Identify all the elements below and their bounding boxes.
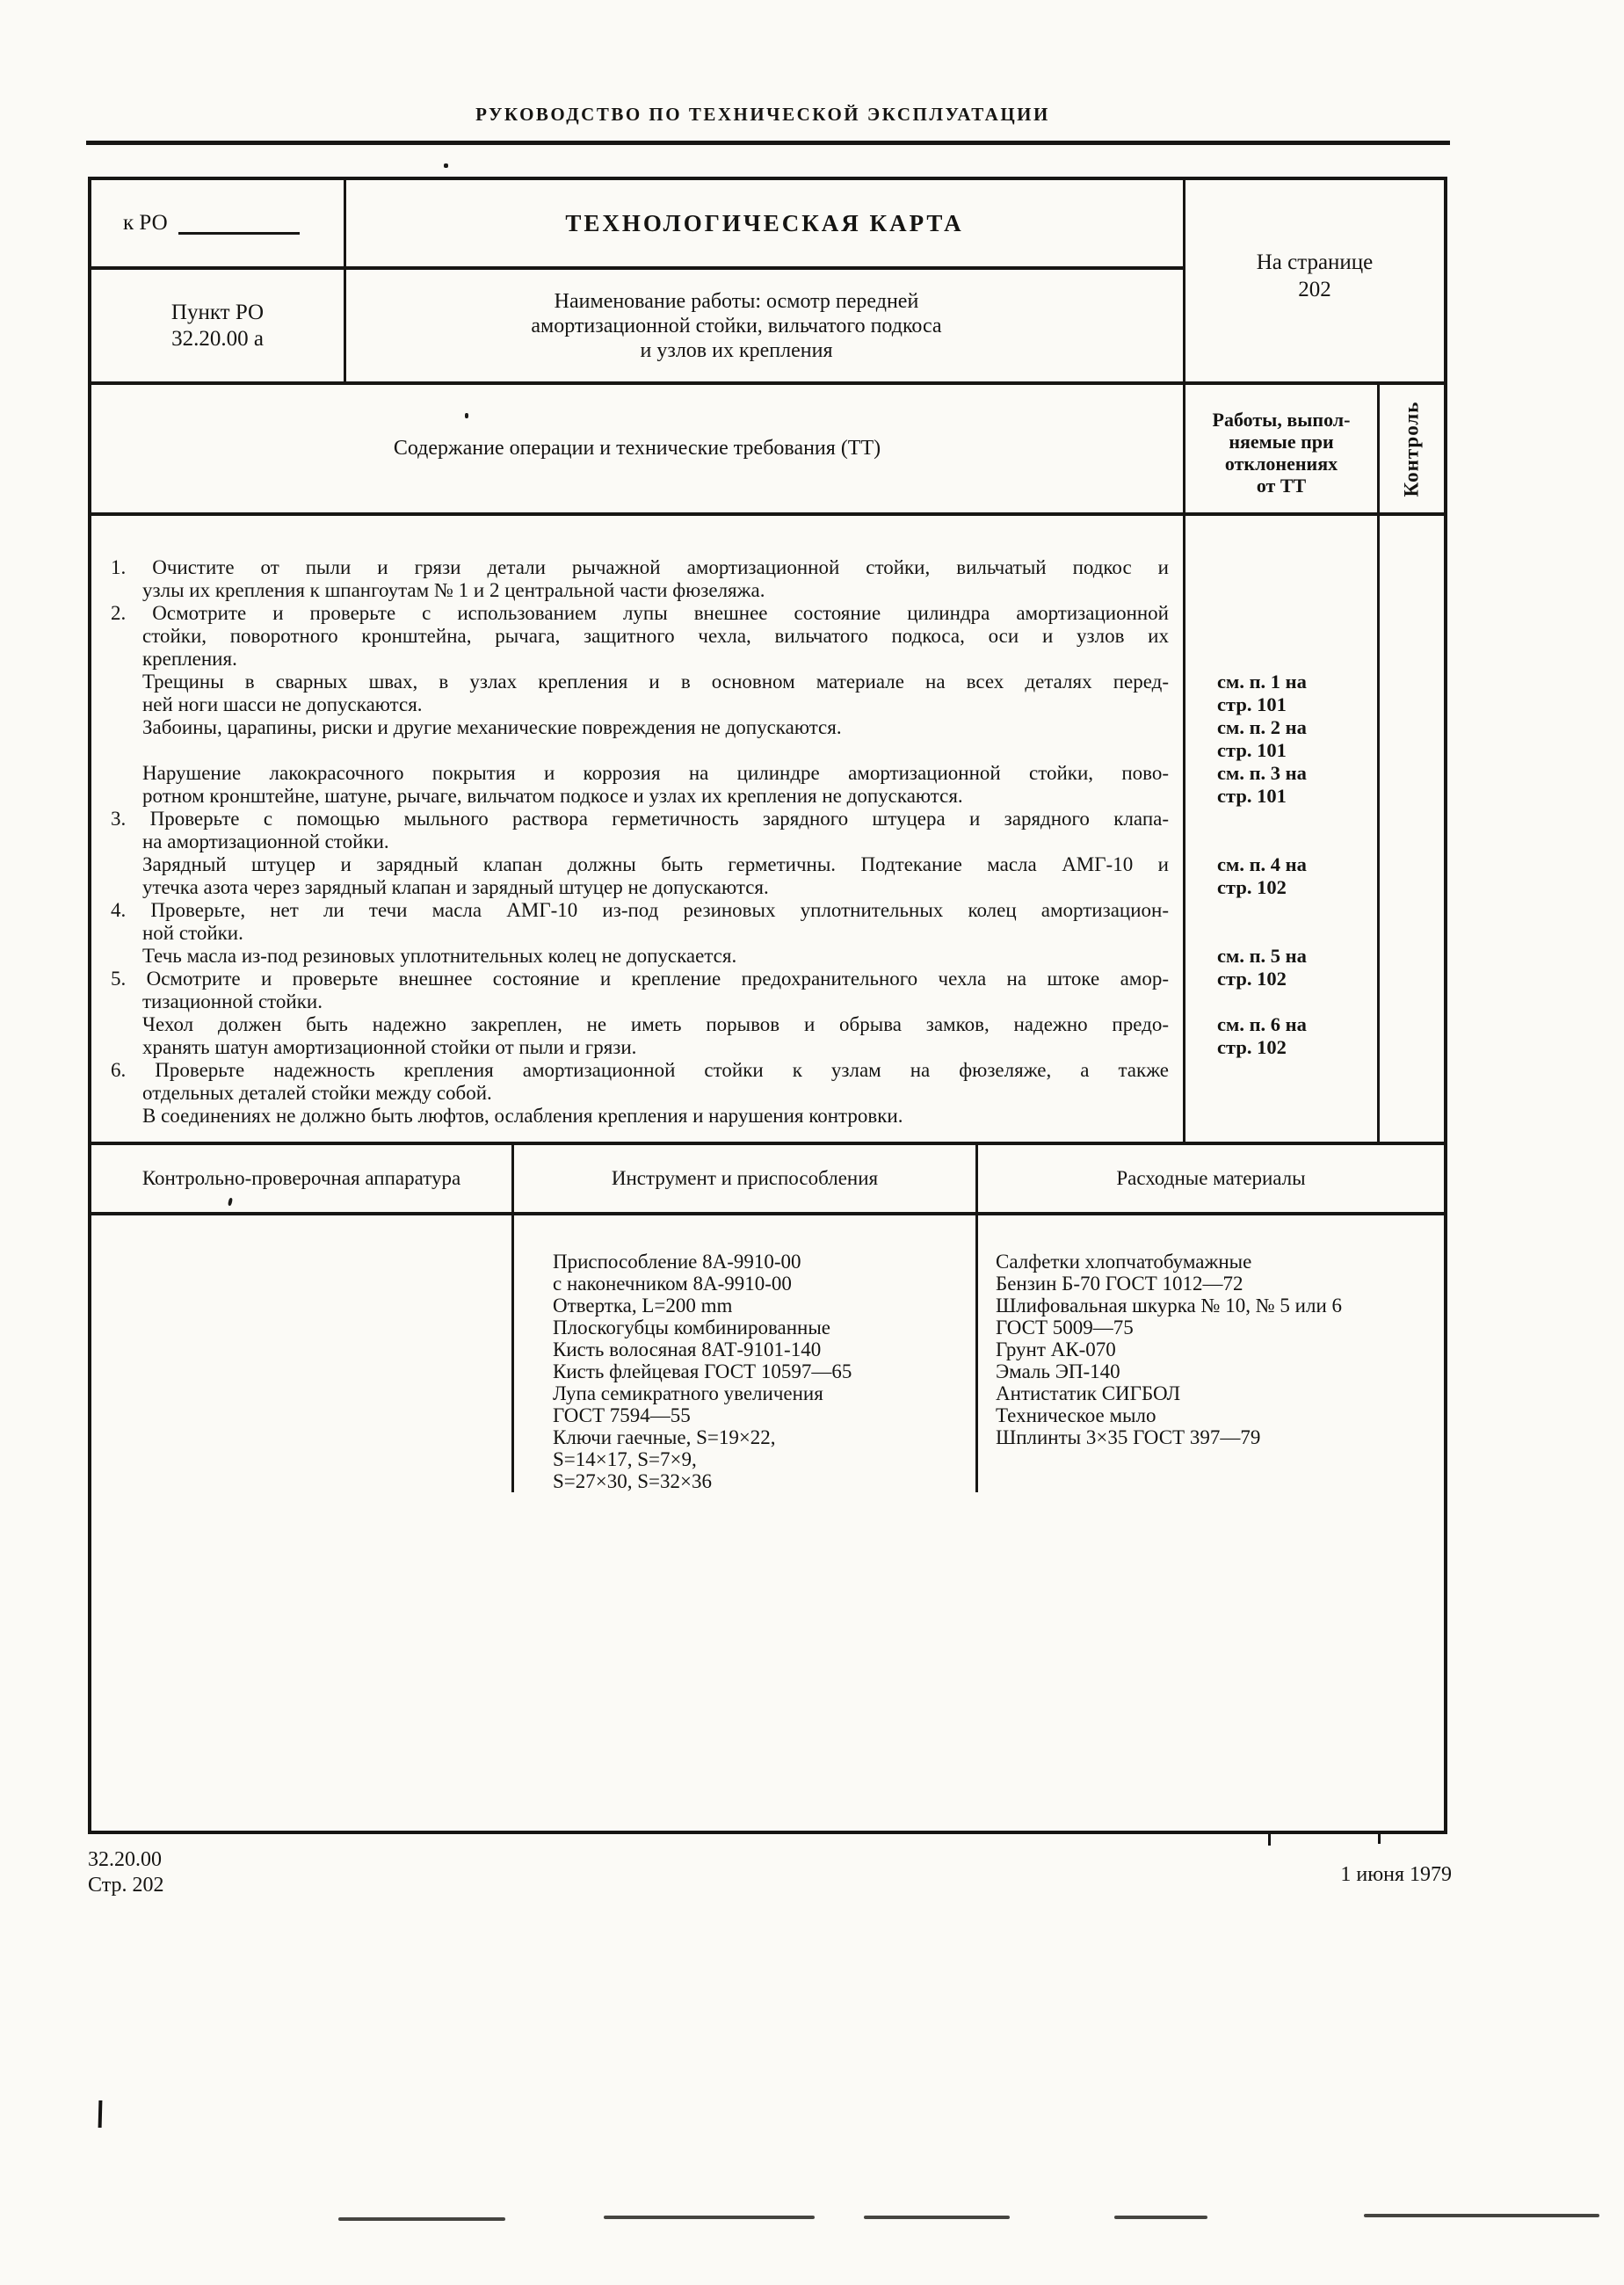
operation-line: Нарушение лакокрасочного покрытия и коррозия на цилиндре амортизационной стойки, пово- [142,762,1169,784]
control-empty-cell [1380,516,1444,1142]
column-header-row [91,385,1444,516]
scan-smudge [338,2217,505,2221]
deviations-header-line: от ТТ [1256,474,1307,497]
deviation-ref-line: см. п. 2 на [1217,716,1307,738]
deviation-ref-line: см. п. 3 на [1217,762,1307,784]
operation-line: узлы их крепления к шпангоутам № 1 и 2 центральной части фюзеляжа. [142,579,765,601]
operation-line: утечка азота через зарядный клапан и зарядный штуцер не допускаются. [142,876,769,898]
tech-card-table [88,177,1447,1834]
work-name-line: Наименование работы: осмотр передней [554,289,919,313]
operation-line: 5. Осмотрите и проверьте внешнее состояние и крепление предохранительного чехла на штоке амор- [111,968,1169,990]
material-item: Шплинты 3×35 ГОСТ 397—79 [996,1426,1261,1448]
operations-row [91,516,1444,1145]
deviation-ref-line: стр. 102 [1217,876,1287,898]
tools-header: Инструмент и приспособления [611,1167,879,1189]
test-equipment-cell [91,1215,514,1492]
tool-item: S=27×30, S=32×36 [553,1470,712,1492]
tool-item: ГОСТ 7594—55 [553,1404,691,1426]
operation-line: 3. Проверьте с помощью мыльного раствора герметичность зарядного штуцера и зарядного клапа- [111,808,1169,830]
deviation-ref-line: см. п. 4 на [1217,853,1307,875]
content-header-cell [91,385,1185,512]
scan-smudge [1114,2216,1207,2219]
tool-item: с наконечником 8А-9910-00 [553,1273,792,1295]
material-item: Грунт АК-070 [996,1338,1116,1360]
running-head: РУКОВОДСТВО ПО ТЕХНИЧЕСКОЙ ЭКСПЛУАТАЦИИ [475,104,1050,125]
control-header-vertical: Контроль [1400,401,1423,497]
deviation-ref [1217,853,1307,899]
deviation-ref-line: стр. 101 [1217,785,1287,807]
operations-cell [91,516,1185,1142]
operation-line: на амортизационной стойки. [142,831,389,852]
deviations-header-cell [1185,385,1380,512]
card-heading-bottom [91,270,1183,381]
tool-item: Кисть флейцевая ГОСТ 10597—65 [553,1360,852,1382]
deviations-header-line: Работы, выпол- [1212,408,1351,431]
tool-item: Приспособление 8А-9910-00 [553,1251,801,1273]
footer-page-label: Стр. 202 [88,1874,164,1897]
deviation-ref-line: стр. 102 [1217,1036,1287,1058]
operation-line: Трещины в сварных швах, в узлах крепления и в основном материале на всех деталях перед- [142,671,1169,693]
deviation-ref-line: стр. 101 [1217,739,1287,761]
operation-line: 2. Осмотрите и проверьте с использованием лупы внешнее состояние цилиндра амортизационной [111,602,1169,624]
deviations-refs-cell [1185,516,1380,1142]
operation-line: ной стойки. [142,922,243,944]
operation-line: ней ноги шасси не допускаются. [142,693,423,715]
operation-line: ротном кронштейне, шатуне, рычаге, вильчатом подкосе и узлах их крепления не допускаются. [142,785,963,807]
scan-smudge [1364,2214,1599,2217]
deviations-header-line: няемые при [1229,430,1334,453]
work-name-cell [346,270,1183,381]
content-header: Содержание операции и технические требования (ТТ) [393,437,881,460]
operation-line: стойки, поворотного кронштейна, рычага, защитного чехла, вильчатого подкоса, оси и узлов их [142,625,1169,647]
on-page-label: На странице [1256,250,1374,274]
test-equipment-header: Контрольно-проверочная аппаратура [141,1167,461,1189]
materials-header: Расходные материалы [1116,1167,1306,1189]
operation-line: 1. Очистите от пыли и грязи детали рычажной амортизационной стойки, вильчатый подкос и [111,556,1169,578]
deviation-ref-line: стр. 101 [1217,693,1287,715]
operation-line: крепления. [142,648,237,670]
card-title: ТЕХНОЛОГИЧЕСКАЯ КАРТА [565,209,964,236]
test-equipment-header-cell [91,1145,514,1212]
operation-line: В соединениях не должно быть люфтов, ослабления крепления и нарушения контровки. [142,1105,903,1127]
header-rule [86,141,1450,145]
operation-line: 6. Проверьте надежность крепления амортизационной стойки к узлам на фюзеляже, а также [111,1059,1169,1081]
on-page-number: 202 [1298,278,1331,301]
tool-item: Плоскогубцы комбинированные [553,1317,831,1338]
tool-item: Отвертка, L=200 mm [553,1295,733,1317]
ro-blank-line [178,213,300,235]
deviation-ref-line: стр. 102 [1217,968,1287,990]
materials-list-cell [978,1215,1444,1492]
operation-line: Зарядный штуцер и зарядный клапан должны быть герметичны. Подтекание масла АМГ-10 и [142,853,1169,875]
operation-line: хранять шатун амортизационной стойки от пыли и грязи. [142,1036,637,1058]
scan-speck [465,413,468,418]
deviation-ref-line: см. п. 1 на [1217,671,1307,693]
material-item: Салфетки хлопчатобумажные [996,1251,1252,1273]
card-heading-top [91,180,1183,270]
materials-header-cell [978,1145,1444,1212]
tool-item: Лупа семикратного увеличения [553,1382,823,1404]
operation-line: 4. Проверьте, нет ли течи масла АМГ-10 из-под резиновых уплотнительных колец амортизацион- [111,899,1169,921]
scan-tick [1268,1834,1271,1846]
deviation-ref-line: см. п. 6 на [1217,1013,1307,1035]
paragraph-gap [91,739,1169,762]
material-item: Бензин Б-70 ГОСТ 1012—72 [996,1273,1243,1295]
tools-header-cell [514,1145,978,1212]
work-name-line: и узлов их крепления [640,338,833,362]
control-header-cell [1380,385,1444,512]
card-heading-left [91,180,1185,381]
footer-date: 1 июня 1979 [1340,1863,1452,1886]
deviation-ref [1217,1013,1307,1059]
material-item: Эмаль ЭП-140 [996,1360,1120,1382]
footer-task-number: 32.20.00 [88,1848,162,1871]
ro-reference-label: к РО [123,211,168,235]
operation-line: тизационной стойки. [142,990,323,1012]
material-item: Техническое мыло [996,1404,1156,1426]
scan-smudge [864,2216,1010,2219]
scan-tick [1378,1834,1381,1844]
equipment-header-row [91,1145,1444,1215]
equipment-content-row [91,1215,1444,1492]
tool-item: S=14×17, S=7×9, [553,1448,697,1470]
tool-item: Кисть волосяная 8АТ-9101-140 [553,1338,822,1360]
punkt-cell [91,270,346,381]
scan-smudge [604,2216,815,2219]
punkt-label: Пункт РО [170,300,265,324]
deviation-ref [1217,671,1307,716]
deviation-ref [1217,716,1307,762]
material-item: ГОСТ 5009—75 [996,1317,1134,1338]
material-item: Шлифовальная шкурка № 10, № 5 или 6 [996,1295,1342,1317]
deviation-ref [1217,945,1307,990]
tools-list-cell [514,1215,978,1492]
footer-task-block [88,1847,163,1898]
tool-item: Ключи гаечные, S=19×22, [553,1426,776,1448]
card-heading-row [91,180,1444,385]
ro-reference-cell [91,180,346,266]
operation-line: Забоины, царапины, риски и другие механические повреждения не допускаются. [142,716,842,738]
scan-stroke [98,2100,103,2128]
punkt-number: 32.20.00 а [171,326,264,351]
scan-speck [444,163,448,168]
deviation-ref [1217,762,1307,808]
operation-line: Чехол должен быть надежно закреплен, не иметь порывов и обрыва замков, надежно предо- [142,1013,1169,1035]
material-item: Антистатик СИГБОЛ [996,1382,1181,1404]
operation-line: Течь масла из-под резиновых уплотнительных колец не допускается. [142,945,737,967]
card-title-cell [346,180,1183,266]
deviation-ref-line: см. п. 5 на [1217,945,1307,967]
deviations-header-line: отклонениях [1224,452,1338,475]
on-page-cell [1185,180,1444,381]
work-name-line: амортизационной стойки, вильчатого подкоса [531,314,942,337]
operation-line: отдельных деталей стойки между собой. [142,1082,492,1104]
